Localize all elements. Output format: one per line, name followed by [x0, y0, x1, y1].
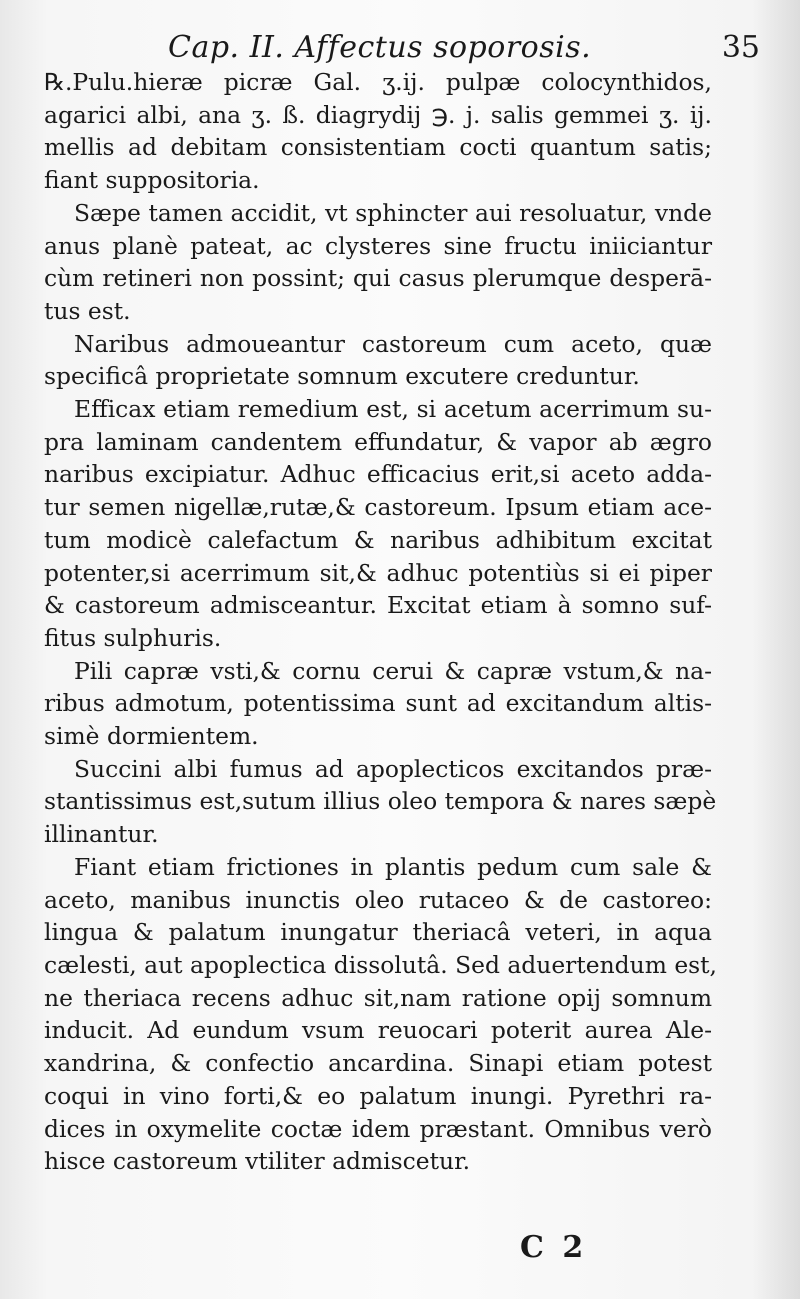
running-title: Cap. II. Affectus soporosis.	[168, 30, 592, 65]
paragraph	[44, 753, 717, 851]
text-line: Pili capræ vsti,& cornu cerui & capræ vstum,& na-	[74, 656, 712, 685]
page-number: 35	[721, 30, 760, 65]
text-line: illinantur.	[44, 820, 159, 849]
text-line: ribus admotum, potentissima sunt ad excitandum altis-	[44, 689, 712, 718]
text-line: naribus excipiatur. Adhuc efficacius erit,si aceto adda-	[44, 460, 712, 489]
text-line: inducit. Ad eundum vsum reuocari poterit aurea Ale-	[44, 1016, 712, 1045]
text-line: Sæpe tamen accidit, vt sphincter aui resoluatur, vnde	[74, 198, 712, 227]
text-line: agarici albi, ana ʒ. ß. diagrydij ℈. j. salis gemmei ʒ. ij.	[44, 100, 712, 129]
text-line: Fiant etiam frictiones in plantis pedum cum sale &	[74, 852, 712, 881]
text-line: specificâ proprietate somnum excutere creduntur.	[44, 362, 640, 391]
text-line: simè dormientem.	[44, 722, 259, 751]
text-line: dices in oxymelite coctæ idem præstant. Omnibus verò	[44, 1114, 712, 1143]
text-line: Naribus admoueantur castoreum cum aceto, quæ	[74, 329, 712, 358]
paragraph	[44, 197, 712, 328]
text-line: tur semen nigellæ,rutæ,& castoreum. Ipsum etiam ace-	[44, 493, 712, 522]
text-line: cælesti, aut apoplectica dissolutâ. Sed aduertendum est,	[44, 950, 717, 979]
text-line: cùm retineri non possint; qui casus plerumque desperā-	[44, 264, 712, 293]
paragraph	[44, 66, 712, 197]
text-line: stantissimus est,sutum illius oleo tempora & nares sæpè	[44, 787, 717, 816]
paragraph	[44, 655, 712, 753]
text-line: ℞.Pulu.hieræ picræ Gal. ʒ.ij. pulpæ colocynthidos,	[44, 68, 712, 96]
text-line: Succini albi fumus ad apoplecticos excitandos præ-	[74, 754, 712, 783]
body-text	[44, 66, 717, 1178]
text-line: lingua & palatum inungatur theriacâ veteri, in aqua	[44, 918, 712, 947]
text-line: tus est.	[44, 296, 131, 325]
paragraph	[44, 851, 717, 1178]
text-line: anus planè pateat, ac clysteres sine fructu iniiciantur	[44, 231, 712, 260]
text-line: tum modicè calefactum & naribus adhibitum excitat	[44, 525, 712, 554]
text-line: potenter,si acerrimum sit,& adhuc potentiùs si ei piper	[44, 558, 712, 587]
signature-mark: C 2	[520, 1230, 588, 1265]
text-line: ne theriaca recens adhuc sit,nam ratione opij somnum	[44, 983, 712, 1012]
text-line: coqui in vino forti,& eo palatum inungi. Pyrethri ra-	[44, 1081, 712, 1110]
text-line: Efficax etiam remedium est, si acetum acerrimum su-	[74, 395, 712, 424]
text-line: mellis ad debitam consistentiam cocti quantum satis;	[44, 133, 712, 162]
text-line: xandrina, & confectio ancardina. Sinapi etiam potest	[44, 1049, 712, 1078]
paragraph	[44, 393, 712, 655]
running-head	[168, 30, 760, 70]
text-line: & castoreum admisceantur. Excitat etiam à somno suf-	[44, 591, 712, 620]
text-line: fiant suppositoria.	[44, 166, 260, 195]
text-line: hisce castoreum vtiliter admiscetur.	[44, 1147, 471, 1176]
text-line: pra laminam candentem effundatur, & vapor ab ægro	[44, 427, 712, 456]
paragraph	[44, 328, 712, 393]
text-line: fitus sulphuris.	[44, 623, 222, 652]
text-line: aceto, manibus inunctis oleo rutaceo & de castoreo:	[44, 885, 712, 914]
